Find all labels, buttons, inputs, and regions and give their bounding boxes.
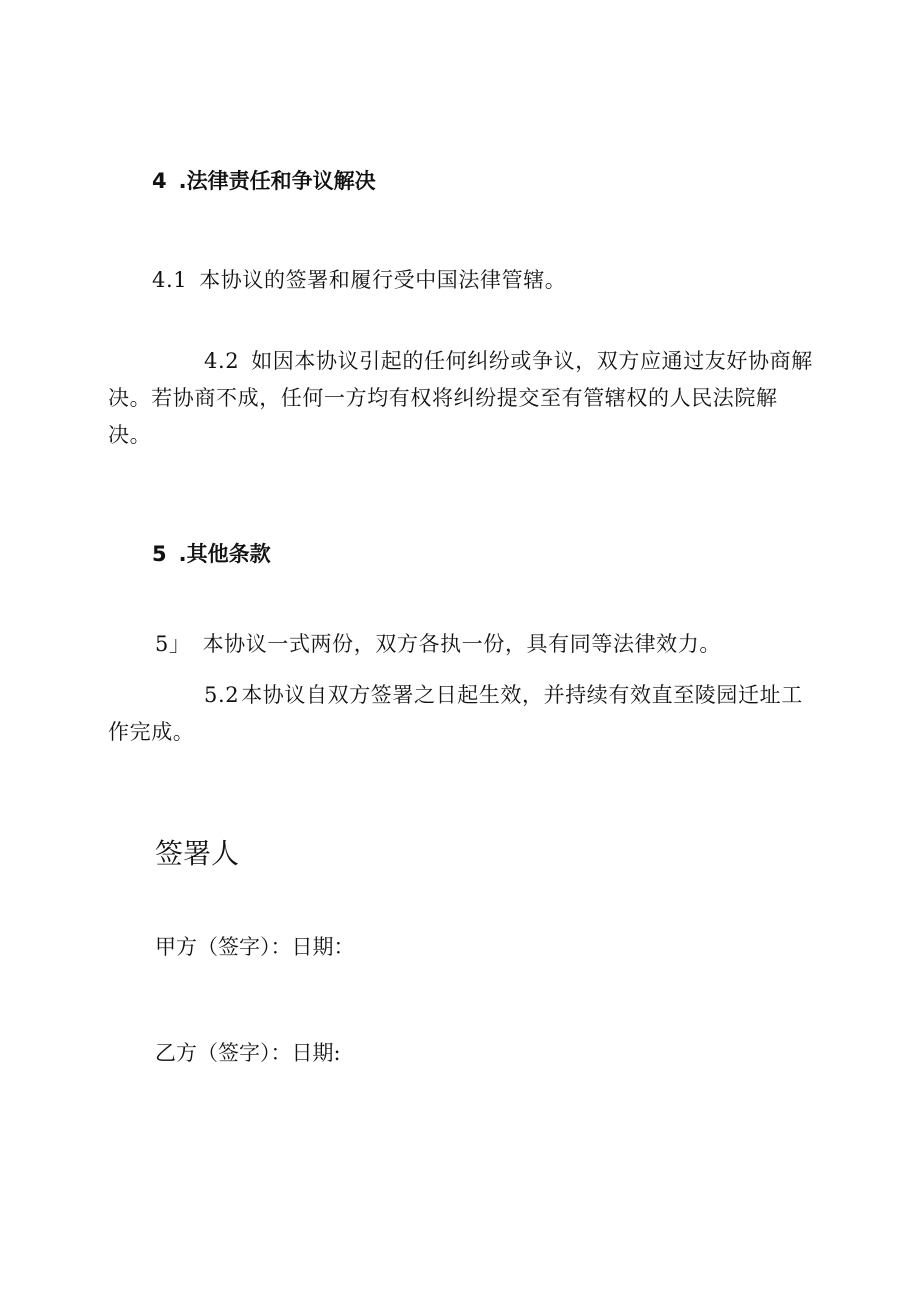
clause-5-2-text: 本协议自双方签署之日起生效，并持续有效直至陵园迁址工作完成。: [108, 683, 803, 744]
clause-5-2: [108, 677, 814, 751]
clause-5-1-number: 5」: [155, 632, 191, 656]
clause-5-1: [155, 626, 855, 663]
signature-title: 签署人: [155, 837, 240, 870]
clause-4-1-text: 本协议的签署和履行受中国法律管辖。: [199, 268, 567, 292]
section-5-title: .其他条款: [178, 542, 271, 566]
clause-4-2-number: 4.2: [204, 349, 240, 373]
clause-4-1-number: 4.1: [152, 268, 188, 292]
clause-4-1: [152, 262, 852, 299]
section-5-number: 5: [152, 542, 167, 566]
clause-5-2-number: 5.2: [204, 683, 240, 707]
section-5-heading: [152, 539, 271, 569]
section-4-title: .法律责任和争议解决: [178, 169, 376, 193]
clause-4-2-text: 如因本协议引起的任何纠纷或争议，双方应通过友好协商解决。若协商不成，任何一方均有权将纠纷提交至有管辖权的人民法院解决。: [108, 349, 813, 447]
clause-4-2: [108, 343, 814, 454]
section-4-heading: [152, 166, 376, 196]
party-b-signature-line: 乙方（签字）：日期:: [155, 1041, 341, 1065]
clause-5-1-text: 本协议一式两份，双方各执一份，具有同等法律效力。: [202, 632, 721, 656]
section-4-number: 4: [152, 169, 167, 193]
party-a-signature-line: 甲方（签字）：日期：: [155, 935, 355, 959]
